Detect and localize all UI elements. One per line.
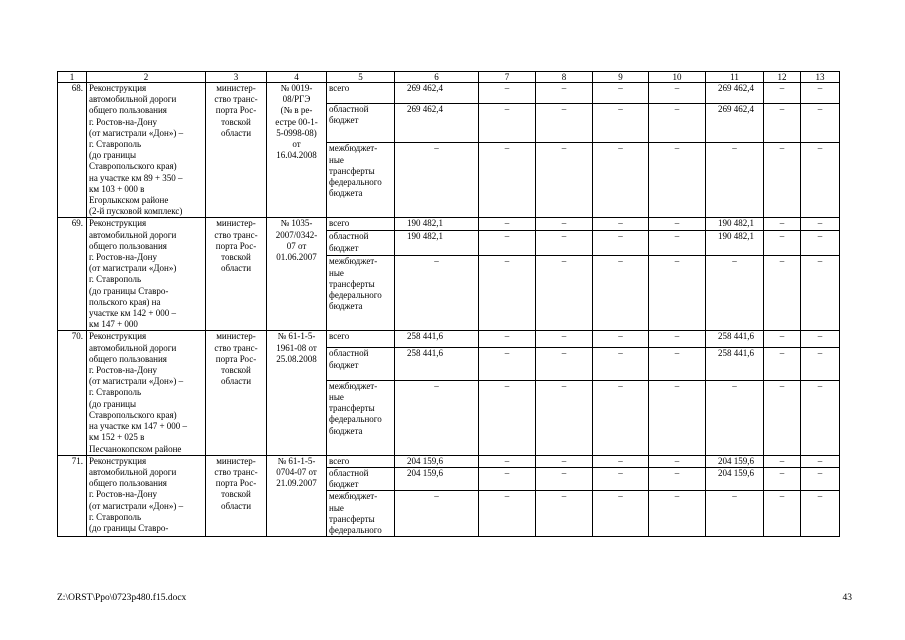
amount-cell: –: [536, 143, 593, 218]
amount-cell: –: [649, 491, 706, 537]
funding-source: областной бюджет: [327, 231, 395, 256]
responsible-ministry: министер- ство транс- порта Рос- товской области: [206, 218, 267, 331]
amount-cell: –: [649, 143, 706, 218]
amount-cell: –: [764, 143, 801, 218]
column-header: 6: [395, 72, 479, 83]
row-number: 69.: [58, 218, 87, 331]
amount-cell: 204 159,6: [706, 455, 764, 467]
funding-source: областной бюджет: [327, 103, 395, 143]
amount-cell: –: [536, 380, 593, 455]
funding-source: межбюджет- ные трансферты федерального бюджета: [327, 380, 395, 455]
amount-cell: 204 159,6: [395, 455, 479, 467]
amount-cell: –: [479, 467, 536, 490]
funding-source: всего: [327, 331, 395, 348]
amount-cell: –: [593, 256, 649, 331]
table-row: [58, 83, 840, 104]
responsible-ministry: министер- ство транс- порта Рос- товской области: [206, 83, 267, 218]
amount-cell: –: [536, 218, 593, 231]
amount-cell: –: [593, 231, 649, 256]
amount-cell: 204 159,6: [395, 467, 479, 490]
funding-source: межбюджет- ные трансферты федерального: [327, 491, 395, 537]
amount-cell: –: [479, 103, 536, 143]
amount-cell: –: [764, 331, 801, 348]
amount-cell: 190 482,1: [706, 231, 764, 256]
amount-cell: –: [593, 218, 649, 231]
table-row: [58, 331, 840, 348]
header-row: [58, 72, 840, 83]
amount-cell: –: [649, 103, 706, 143]
amount-cell: –: [536, 348, 593, 380]
amount-cell: –: [649, 455, 706, 467]
amount-cell: –: [479, 455, 536, 467]
amount-cell: –: [593, 143, 649, 218]
column-header: 3: [206, 72, 267, 83]
amount-cell: –: [395, 380, 479, 455]
amount-cell: –: [706, 491, 764, 537]
table-row: [58, 218, 840, 231]
amount-cell: –: [593, 467, 649, 490]
approval-document: № 1035- 2007/0342- 07 от 01.06.2007: [267, 218, 327, 331]
row-number: 68.: [58, 83, 87, 218]
object-name: Реконструкция автомобильной дороги общего пользования г. Ростов-на-Дону (от магистрали «Дон») – г. Ставрополь (до границы Ставропольского края) на участке км 147 + 000 – км 152 + 025 в Песчанокопском районе: [87, 331, 206, 455]
amount-cell: 258 441,6: [395, 331, 479, 348]
table-row: [58, 455, 840, 467]
amount-cell: –: [706, 256, 764, 331]
amount-cell: –: [395, 256, 479, 331]
amount-cell: –: [801, 455, 840, 467]
amount-cell: –: [536, 231, 593, 256]
amount-cell: –: [649, 83, 706, 104]
amount-cell: –: [801, 218, 840, 231]
amount-cell: –: [801, 256, 840, 331]
amount-cell: –: [764, 103, 801, 143]
amount-cell: –: [764, 455, 801, 467]
amount-cell: –: [764, 348, 801, 380]
amount-cell: –: [764, 491, 801, 537]
amount-cell: –: [801, 380, 840, 455]
amount-cell: –: [649, 331, 706, 348]
approval-document: № 61-1-5- 0704-07 от 21.09.2007: [267, 455, 327, 536]
amount-cell: –: [479, 491, 536, 537]
amount-cell: –: [764, 380, 801, 455]
funding-source: всего: [327, 455, 395, 467]
amount-cell: –: [801, 143, 840, 218]
amount-cell: –: [395, 143, 479, 218]
amount-cell: 190 482,1: [395, 231, 479, 256]
amount-cell: –: [801, 103, 840, 143]
amount-cell: –: [593, 491, 649, 537]
amount-cell: 258 441,6: [706, 331, 764, 348]
amount-cell: –: [479, 83, 536, 104]
amount-cell: –: [649, 467, 706, 490]
amount-cell: –: [479, 231, 536, 256]
amount-cell: –: [801, 231, 840, 256]
amount-cell: –: [801, 348, 840, 380]
amount-cell: –: [706, 380, 764, 455]
amount-cell: –: [706, 143, 764, 218]
column-header: 12: [764, 72, 801, 83]
amount-cell: –: [649, 231, 706, 256]
column-header: 1: [58, 72, 87, 83]
row-number: 70.: [58, 331, 87, 455]
page-number: 43: [842, 593, 852, 603]
column-header: 8: [536, 72, 593, 83]
amount-cell: –: [593, 331, 649, 348]
funding-source: областной бюджет: [327, 348, 395, 380]
amount-cell: –: [479, 380, 536, 455]
amount-cell: 204 159,6: [706, 467, 764, 490]
amount-cell: –: [764, 256, 801, 331]
amount-cell: 269 462,4: [706, 83, 764, 104]
amount-cell: –: [801, 491, 840, 537]
column-header: 7: [479, 72, 536, 83]
funding-source: всего: [327, 83, 395, 104]
amount-cell: –: [764, 218, 801, 231]
amount-cell: –: [764, 467, 801, 490]
amount-cell: –: [801, 467, 840, 490]
amount-cell: –: [649, 348, 706, 380]
amount-cell: 269 462,4: [395, 83, 479, 104]
amount-cell: –: [593, 455, 649, 467]
amount-cell: –: [536, 491, 593, 537]
file-path: Z:\ORST\Ppo\0723p480.f15.docx: [57, 593, 187, 603]
object-name: Реконструкция автомобильной дороги общего пользования г. Ростов-на-Дону (от магистрали «Дон») – г. Ставрополь (до границы Ставропольского края) на участке км 89 + 350 – км 103 + 000 в Егорлыкском районе (2-й пусковой комплекс): [87, 83, 206, 218]
column-header: 9: [593, 72, 649, 83]
budget-table: [57, 71, 840, 537]
amount-cell: –: [649, 256, 706, 331]
amount-cell: –: [395, 491, 479, 537]
column-header: 13: [801, 72, 840, 83]
amount-cell: –: [593, 83, 649, 104]
approval-document: № 0019- 08/РГЭ (№ в ре- естре 00-1- 5-0998-08) от 16.04.2008: [267, 83, 327, 218]
amount-cell: 258 441,6: [706, 348, 764, 380]
amount-cell: 258 441,6: [395, 348, 479, 380]
column-header: 5: [327, 72, 395, 83]
amount-cell: –: [764, 83, 801, 104]
funding-source: межбюджет- ные трансферты федерального бюджета: [327, 256, 395, 331]
column-header: 11: [706, 72, 764, 83]
amount-cell: 269 462,4: [706, 103, 764, 143]
amount-cell: –: [593, 103, 649, 143]
object-name: Реконструкция автомобильной дороги общего пользования г. Ростов-на-Дону (от магистрали «Дон») г. Ставрополь (до границы Ставро- польского края) на участке км 142 + 000 – км 147 + 000: [87, 218, 206, 331]
amount-cell: 190 482,1: [706, 218, 764, 231]
amount-cell: –: [536, 331, 593, 348]
amount-cell: –: [479, 143, 536, 218]
amount-cell: –: [649, 218, 706, 231]
column-header: 10: [649, 72, 706, 83]
funding-source: межбюджет- ные трансферты федерального бюджета: [327, 143, 395, 218]
responsible-ministry: министер- ство транс- порта Рос- товской области: [206, 331, 267, 455]
amount-cell: –: [536, 467, 593, 490]
amount-cell: –: [764, 231, 801, 256]
approval-document: № 61-1-5- 1961-08 от 25.08.2008: [267, 331, 327, 455]
amount-cell: –: [536, 256, 593, 331]
amount-cell: –: [649, 380, 706, 455]
amount-cell: –: [801, 83, 840, 104]
column-header: 4: [267, 72, 327, 83]
amount-cell: –: [536, 103, 593, 143]
object-name: Реконструкция автомобильной дороги общего пользования г. Ростов-на-Дону (от магистрали «Дон») – г. Ставрополь (до границы Ставро-: [87, 455, 206, 536]
amount-cell: –: [479, 256, 536, 331]
amount-cell: 269 462,4: [395, 103, 479, 143]
amount-cell: –: [479, 348, 536, 380]
amount-cell: –: [536, 83, 593, 104]
amount-cell: –: [479, 218, 536, 231]
amount-cell: –: [801, 331, 840, 348]
amount-cell: –: [479, 331, 536, 348]
funding-source: всего: [327, 218, 395, 231]
amount-cell: –: [593, 348, 649, 380]
amount-cell: 190 482,1: [395, 218, 479, 231]
funding-source: областной бюджет: [327, 467, 395, 490]
amount-cell: –: [536, 455, 593, 467]
responsible-ministry: министер- ство транс- порта Рос- товской области: [206, 455, 267, 536]
column-header: 2: [87, 72, 206, 83]
amount-cell: –: [593, 380, 649, 455]
row-number: 71.: [58, 455, 87, 536]
